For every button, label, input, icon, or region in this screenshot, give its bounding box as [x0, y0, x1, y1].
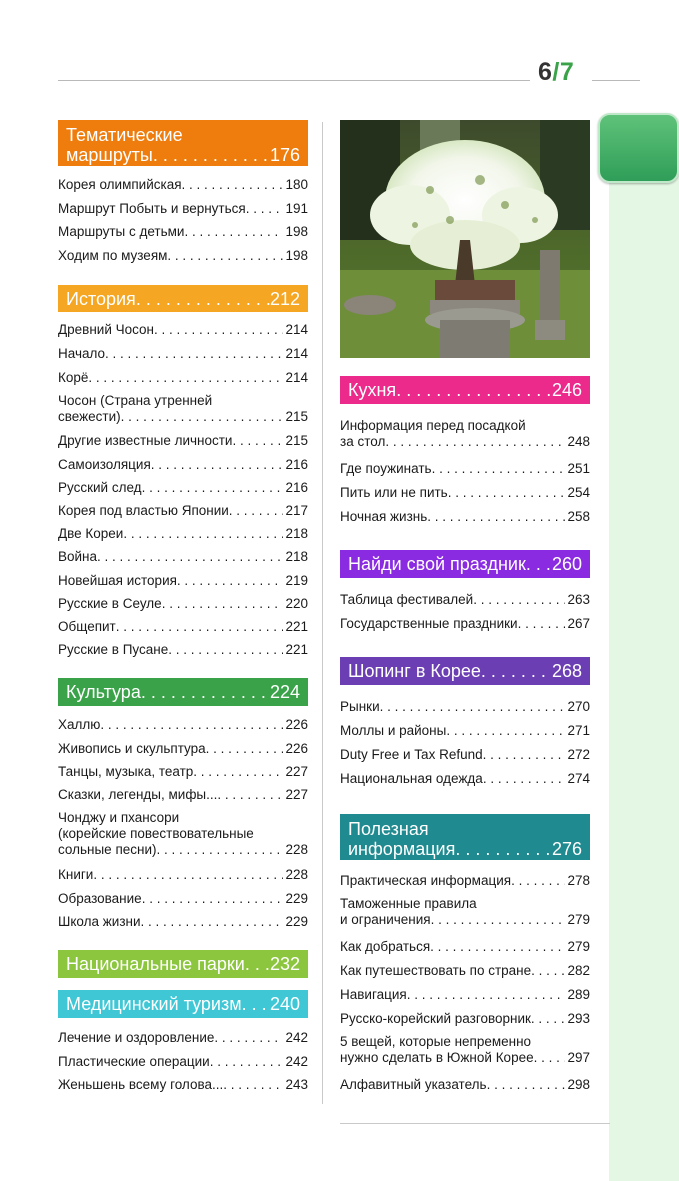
- section-heading[interactable]: [58, 950, 308, 978]
- toc-entry-title: нужно сделать в Южной Корее: [340, 1050, 534, 1065]
- leader-dots: [223, 1077, 283, 1093]
- section-heading-row: [348, 554, 582, 574]
- toc-entry-page: 215: [285, 433, 308, 448]
- toc-entry-row: [340, 592, 590, 608]
- toc-entry-title: Книги: [58, 867, 94, 882]
- leader-dots: [105, 346, 283, 362]
- toc-entry-title: Общепит: [58, 619, 116, 634]
- leader-dots: [483, 771, 566, 787]
- toc-entry-line: (корейские повествовательные: [58, 826, 254, 841]
- toc-entry-title: Duty Free и Tax Refund: [340, 747, 483, 762]
- toc-entry-row: [340, 434, 590, 450]
- toc-entry-row: [58, 573, 308, 589]
- toc-entry-row: [340, 912, 590, 928]
- toc-entry-title: Другие известные личности: [58, 433, 233, 448]
- toc-entry-row: [58, 526, 308, 542]
- toc-entry-title: и ограничения: [340, 912, 431, 927]
- toc-entry-title: Национальная одежда: [340, 771, 483, 786]
- leader-dots: [193, 764, 283, 780]
- toc-entry-row: [58, 248, 308, 264]
- toc-entry-page: 270: [567, 699, 590, 714]
- toc-entry-title: Государственные праздники: [340, 616, 518, 631]
- section-page: 176: [269, 145, 300, 165]
- toc-entry-title: Маршруты с детьми: [58, 224, 185, 239]
- section-heading-row: [66, 994, 300, 1014]
- toc-entry[interactable]: [58, 764, 308, 780]
- leader-dots: [245, 954, 270, 974]
- section-heading[interactable]: [58, 678, 308, 706]
- toc-entry-title: Самоизоляция: [58, 457, 151, 472]
- leader-dots: [182, 177, 284, 193]
- chapter-tab[interactable]: [598, 113, 679, 183]
- toc-entry-page: 198: [285, 248, 308, 263]
- toc-entry-row: [340, 616, 590, 632]
- section-heading-row: [66, 145, 300, 165]
- toc-entry[interactable]: [58, 433, 308, 449]
- toc-entry-row: [58, 177, 308, 193]
- leader-dots: [151, 457, 284, 473]
- toc-entry[interactable]: [340, 771, 590, 787]
- toc-entry[interactable]: [340, 509, 590, 525]
- toc-entry[interactable]: [58, 248, 308, 264]
- toc-entry-row: [340, 723, 590, 739]
- toc-entry[interactable]: [58, 1077, 308, 1093]
- toc-entry-title: Школа жизни: [58, 914, 141, 929]
- toc-entry-page: 274: [567, 771, 590, 786]
- section-heading[interactable]: [340, 814, 590, 860]
- toc-entry-title: Рынки: [340, 699, 380, 714]
- section-heading-row: [66, 954, 300, 974]
- toc-entry[interactable]: [58, 573, 308, 589]
- toc-entry[interactable]: [58, 891, 308, 907]
- leader-dots: [526, 554, 552, 574]
- section-heading-row: [66, 289, 300, 309]
- toc-entry-page: 220: [285, 596, 308, 611]
- toc-entry-row: [340, 1077, 590, 1093]
- section-title: Найди свой праздник: [348, 554, 526, 574]
- toc-entry-page: 267: [567, 616, 590, 631]
- toc-entry-row: [58, 867, 308, 883]
- leader-dots: [430, 939, 565, 955]
- toc-entry-page: 258: [567, 509, 590, 524]
- toc-entry-row: [58, 596, 308, 612]
- toc-entry[interactable]: [58, 717, 308, 733]
- toc-entry-row: [58, 370, 308, 386]
- section-heading[interactable]: [340, 657, 590, 685]
- toc-entry-page: 217: [285, 503, 308, 518]
- toc-entry[interactable]: [58, 1054, 308, 1070]
- toc-entry-title: Ходим по музеям: [58, 248, 168, 263]
- toc-entry-title: Образование: [58, 891, 142, 906]
- toc-entry-page: 180: [285, 177, 308, 192]
- leader-dots: [142, 891, 284, 907]
- toc-entry-title: Танцы, музыка, театр: [58, 764, 194, 779]
- section-heading-row: [348, 661, 582, 681]
- toc-entry-title: Две Кореи: [58, 526, 124, 541]
- leader-dots: [385, 434, 565, 450]
- toc-entry-title: Маршрут Побыть и вернуться: [58, 201, 246, 216]
- leader-dots: [483, 747, 566, 763]
- toc-entry-page: 218: [285, 526, 308, 541]
- section-page: 212: [269, 288, 300, 309]
- leader-dots: [153, 145, 270, 165]
- toc-entry-row: [340, 939, 590, 955]
- header-rule-right: [592, 80, 640, 81]
- toc-entry[interactable]: [58, 346, 308, 362]
- toc-entry[interactable]: [58, 177, 308, 193]
- toc-entry-page: 216: [285, 457, 308, 472]
- toc-entry-title: Живопись и скульптура: [58, 741, 206, 756]
- leader-dots: [531, 963, 565, 979]
- toc-entry-page: 215: [285, 409, 308, 424]
- toc-entry-title: Как добраться: [340, 939, 431, 954]
- leader-dots: [487, 1077, 566, 1093]
- toc-entry-title: Как путешествовать по стране: [340, 963, 532, 978]
- section-page: 260: [551, 554, 582, 574]
- toc-entry-page: 248: [567, 434, 590, 449]
- toc-entry-page: 254: [567, 485, 590, 500]
- toc-entry-title: Начало: [58, 346, 106, 361]
- leader-dots: [518, 616, 566, 632]
- toc-entry-line: Таможенные правила: [340, 896, 477, 911]
- toc-entry-title: Древний Чосон: [58, 322, 154, 337]
- toc-entry-title: сольные песни): [58, 842, 157, 857]
- toc-entry-row: [340, 747, 590, 763]
- toc-entry-row: [58, 457, 308, 473]
- section-title: Кухня: [348, 380, 397, 400]
- section-heading[interactable]: [340, 376, 590, 404]
- toc-entry-title: за стол: [340, 434, 386, 449]
- toc-entry-title: Где поужинать: [340, 461, 432, 476]
- section-heading[interactable]: [58, 990, 308, 1018]
- toc-entry-line: 5 вещей, которые непременно: [340, 1034, 532, 1049]
- toc-entry-page: 263: [567, 592, 590, 607]
- toc-entry-row: [58, 914, 308, 930]
- toc-entry[interactable]: [340, 747, 590, 763]
- leader-dots: [534, 1050, 566, 1066]
- toc-entry[interactable]: [340, 873, 590, 889]
- toc-entry-row: [58, 322, 308, 338]
- leader-dots: [157, 842, 284, 858]
- toc-entry-page: 218: [285, 549, 308, 564]
- toc-entry-page: 228: [285, 842, 308, 857]
- toc-entry[interactable]: [58, 526, 308, 542]
- leader-dots: [93, 867, 283, 883]
- toc-entry-title: Моллы и районы: [340, 723, 447, 738]
- leader-dots: [88, 370, 283, 386]
- toc-entry[interactable]: [340, 963, 590, 979]
- leader-dots: [242, 994, 270, 1014]
- toc-entry[interactable]: [58, 322, 308, 338]
- toc-entry-row: [58, 1030, 308, 1046]
- toc-entry-page: 289: [567, 987, 590, 1002]
- toc-entry[interactable]: [340, 939, 590, 955]
- toc-entry-title: Русско-корейский разговорник: [340, 1011, 531, 1026]
- toc-entry[interactable]: [58, 642, 308, 658]
- toc-entry-row: [340, 963, 590, 979]
- section-page: 246: [551, 380, 582, 400]
- leader-dots: [232, 433, 283, 449]
- toc-entry[interactable]: [340, 699, 590, 715]
- leader-dots: [210, 1054, 284, 1070]
- toc-entry-row: [58, 409, 308, 425]
- section-title: Медицинский туризм: [66, 994, 242, 1014]
- toc-entry-title: Новейшая история: [58, 573, 177, 588]
- toc-entry-page: 272: [567, 747, 590, 762]
- toc-entry-title: Женьшень всему голова...: [58, 1077, 224, 1092]
- leader-dots: [427, 509, 565, 525]
- section-page: 268: [551, 661, 582, 681]
- section-page: 232: [269, 954, 300, 974]
- bonsai-photo: [340, 120, 590, 358]
- toc-entry-row: [58, 1054, 308, 1070]
- section-heading-line: Полезная: [348, 819, 429, 839]
- toc-entry-row: [58, 433, 308, 449]
- toc-entry[interactable]: [58, 549, 308, 565]
- toc-entry-row: [58, 842, 308, 858]
- toc-entry-page: 228: [285, 867, 308, 882]
- toc-entry-line: Информация перед посадкой: [340, 418, 526, 433]
- leader-dots: [123, 526, 283, 542]
- toc-entry[interactable]: [58, 619, 308, 635]
- toc-entry-row: [58, 764, 308, 780]
- toc-entry[interactable]: [58, 370, 308, 386]
- toc-entry-title: Русские в Пусане: [58, 642, 169, 657]
- toc-entry[interactable]: [340, 461, 590, 477]
- section-title: Шопинг в Корее: [348, 661, 481, 681]
- toc-entry-page: 229: [285, 891, 308, 906]
- leader-dots: [431, 912, 566, 928]
- leader-dots: [380, 699, 566, 715]
- leader-dots: [162, 596, 284, 612]
- leader-dots: [214, 1030, 283, 1046]
- toc-entry-row: [58, 619, 308, 635]
- toc-entry-page: 293: [567, 1011, 590, 1026]
- toc-entry-title: Ночная жизнь: [340, 509, 428, 524]
- section-title: Национальные парки: [66, 954, 245, 974]
- toc-entry-title: Русские в Сеуле: [58, 596, 162, 611]
- toc-entry-title: Практическая информация: [340, 873, 512, 888]
- toc-entry-page: 251: [567, 461, 590, 476]
- section-heading-row: [66, 682, 300, 702]
- section-heading-row: [348, 839, 582, 859]
- leader-dots: [206, 741, 284, 757]
- section-title: маршруты: [66, 145, 153, 165]
- toc-entry-title: Пластические операции: [58, 1054, 210, 1069]
- toc-entry-page: 227: [285, 764, 308, 779]
- toc-entry-row: [340, 699, 590, 715]
- leader-dots: [116, 619, 284, 635]
- toc-entry-title: Русский след: [58, 480, 142, 495]
- section-page: 276: [551, 839, 582, 859]
- toc-entry[interactable]: [340, 1034, 590, 1066]
- toc-entry-row: [58, 741, 308, 757]
- section-title: информация: [348, 839, 456, 859]
- toc-entry-row: [58, 549, 308, 565]
- leader-dots: [136, 289, 270, 309]
- toc-entry[interactable]: [340, 987, 590, 1003]
- section-page: 224: [269, 682, 300, 702]
- toc-entry-line: Чосон (Страна утренней: [58, 393, 213, 408]
- toc-entry-page: 298: [567, 1077, 590, 1092]
- toc-entry-page: 221: [285, 619, 308, 634]
- toc-entry-page: 198: [285, 224, 308, 239]
- leader-dots: [141, 914, 284, 930]
- leader-dots: [531, 1011, 566, 1027]
- toc-entry[interactable]: [340, 418, 590, 450]
- toc-entry[interactable]: [58, 867, 308, 883]
- toc-entry-page: 243: [285, 1077, 308, 1092]
- toc-entry-row: [58, 642, 308, 658]
- leader-dots: [473, 592, 565, 608]
- toc-entry-row: [340, 1050, 590, 1066]
- leader-dots: [396, 380, 552, 400]
- toc-entry-title: Корё: [58, 370, 89, 385]
- section-heading[interactable]: [58, 120, 308, 166]
- toc-entry-title: Корея под властью Японии: [58, 503, 229, 518]
- section-page: 240: [269, 994, 300, 1014]
- toc-entry-title: Война: [58, 549, 98, 564]
- leader-dots: [142, 480, 284, 496]
- leader-dots: [246, 201, 284, 217]
- toc-entry[interactable]: [340, 896, 590, 928]
- section-heading-row: [348, 380, 582, 400]
- section-title: Культура: [66, 682, 141, 702]
- toc-entry[interactable]: [340, 592, 590, 608]
- toc-entry[interactable]: [340, 1011, 590, 1027]
- leader-dots: [97, 549, 283, 565]
- toc-entry[interactable]: [58, 201, 308, 217]
- toc-entry[interactable]: [58, 393, 308, 425]
- leader-dots: [177, 573, 284, 589]
- toc-entry-page: 216: [285, 480, 308, 495]
- toc-entry-row: [58, 480, 308, 496]
- toc-entry-page: 271: [567, 723, 590, 738]
- toc-entry[interactable]: [58, 224, 308, 240]
- toc-entry-page: 227: [285, 787, 308, 802]
- toc-entry-row: [58, 503, 308, 519]
- leader-dots: [141, 682, 270, 702]
- toc-entry[interactable]: [340, 485, 590, 501]
- leader-dots: [511, 873, 565, 889]
- leader-dots: [448, 485, 566, 501]
- leader-dots: [481, 661, 552, 681]
- toc-entry[interactable]: [58, 457, 308, 473]
- toc-entry-row: [340, 873, 590, 889]
- toc-entry-row: [58, 1077, 308, 1093]
- page-counter: 6/7: [538, 58, 575, 86]
- toc-entry-row: [340, 1011, 590, 1027]
- toc-entry[interactable]: [58, 787, 308, 803]
- toc-entry-page: 221: [285, 642, 308, 657]
- toc-entry-row: [58, 224, 308, 240]
- toc-entry-page: 214: [285, 346, 308, 361]
- toc-entry-row: [58, 717, 308, 733]
- toc-entry-title: Навигация: [340, 987, 407, 1002]
- toc-entry-row: [340, 987, 590, 1003]
- toc-entry-row: [58, 201, 308, 217]
- toc-entry-page: 229: [285, 914, 308, 929]
- leader-dots: [167, 248, 283, 264]
- toc-entry[interactable]: [340, 723, 590, 739]
- toc-entry-title: Пить или не пить: [340, 485, 448, 500]
- toc-entry[interactable]: [340, 1077, 590, 1093]
- toc-entry-title: Алфавитный указатель: [340, 1077, 487, 1092]
- toc-entry-page: 279: [567, 939, 590, 954]
- toc-entry-title: Корея олимпийская: [58, 177, 182, 192]
- leader-dots: [446, 723, 565, 739]
- leader-dots: [154, 322, 283, 338]
- toc-entry-title: Сказки, легенды, мифы...: [58, 787, 218, 802]
- toc-entry-page: 282: [567, 963, 590, 978]
- leader-dots: [184, 224, 283, 240]
- toc-entry-page: 279: [567, 912, 590, 927]
- toc-entry-title: Лечение и оздоровление: [58, 1030, 215, 1045]
- toc-entry-page: 191: [285, 201, 308, 216]
- leader-dots: [229, 503, 284, 519]
- toc-entry-page: 278: [567, 873, 590, 888]
- toc-entry-page: 297: [567, 1050, 590, 1065]
- toc-entry-title: Халлю: [58, 717, 101, 732]
- leader-dots: [121, 409, 284, 425]
- toc-entry[interactable]: [58, 914, 308, 930]
- toc-entry[interactable]: [58, 503, 308, 519]
- section-title: История: [66, 288, 136, 309]
- toc-entry-page: 242: [285, 1030, 308, 1045]
- leader-dots: [432, 461, 566, 477]
- toc-entry-row: [58, 787, 308, 803]
- toc-entry-line: Чонджу и пхансори: [58, 810, 180, 825]
- toc-entry-page: 226: [285, 741, 308, 756]
- toc-entry-title: Таблица фестивалей: [340, 592, 474, 607]
- toc-entry-page: 219: [285, 573, 308, 588]
- toc-entry-row: [58, 891, 308, 907]
- leader-dots: [217, 787, 283, 803]
- toc-entry[interactable]: [58, 1030, 308, 1046]
- toc-entry-row: [58, 346, 308, 362]
- toc-entry[interactable]: [58, 810, 308, 858]
- toc-entry-row: [340, 509, 590, 525]
- footer-rule: [340, 1123, 610, 1124]
- toc-entry[interactable]: [340, 616, 590, 632]
- toc-entry-page: 226: [285, 717, 308, 732]
- toc-entry-row: [340, 461, 590, 477]
- leader-dots: [407, 987, 566, 1003]
- header-rule: [58, 80, 530, 81]
- toc-entry-row: [340, 485, 590, 501]
- toc-entry-page: 242: [285, 1054, 308, 1069]
- leader-dots: [455, 839, 552, 859]
- section-heading-line: Тематические: [66, 125, 183, 145]
- toc-entry-title: свежести): [58, 409, 121, 424]
- toc-entry[interactable]: [58, 480, 308, 496]
- section-heading[interactable]: [340, 550, 590, 578]
- toc-entry-row: [340, 771, 590, 787]
- toc-entry-page: 214: [285, 322, 308, 337]
- leader-dots: [168, 642, 283, 658]
- toc-entry[interactable]: [58, 596, 308, 612]
- section-heading[interactable]: [58, 285, 308, 312]
- toc-entry-page: 214: [285, 370, 308, 385]
- toc-entry[interactable]: [58, 741, 308, 757]
- leader-dots: [100, 717, 283, 733]
- side-strip: [609, 148, 679, 1181]
- column-divider: [322, 122, 323, 1104]
